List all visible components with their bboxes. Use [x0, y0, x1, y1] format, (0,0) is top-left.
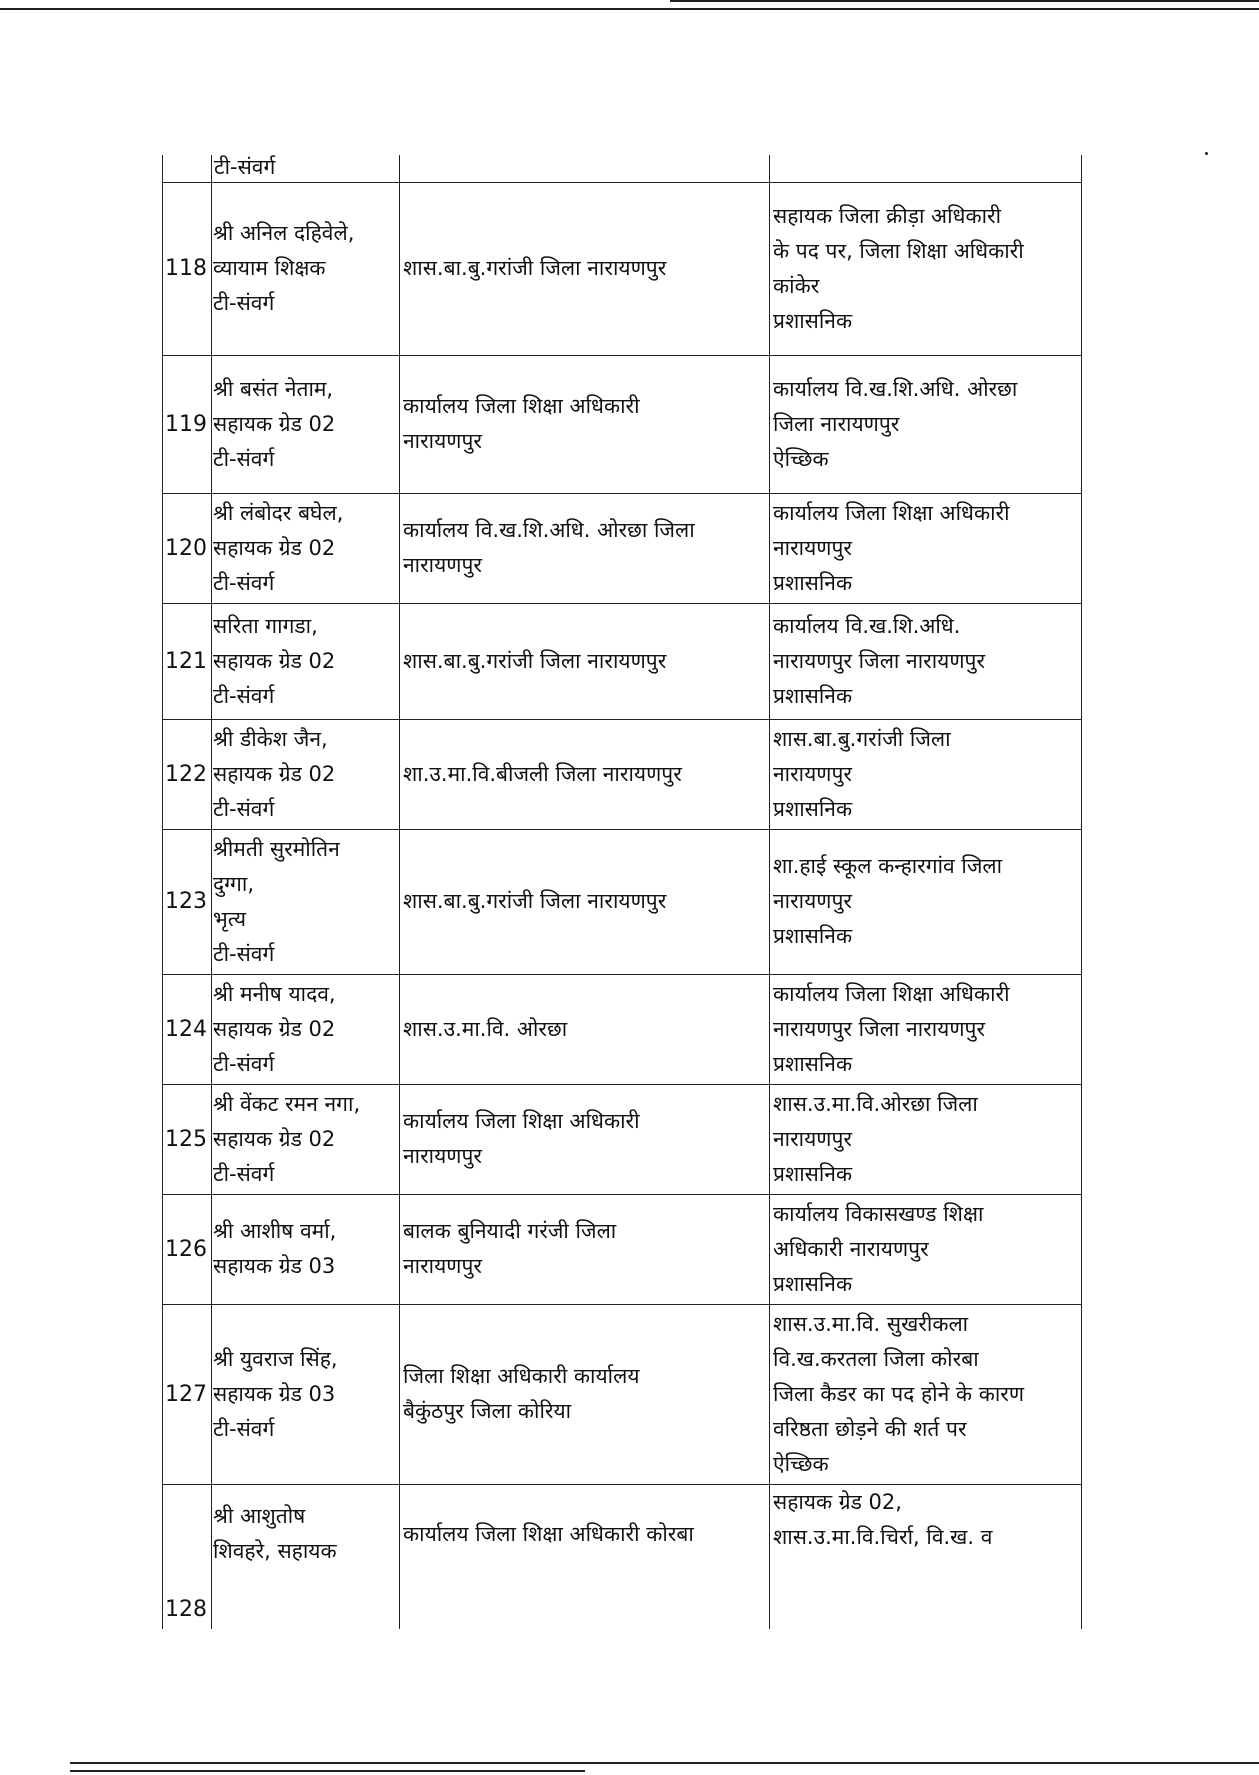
- employee-name-cell-line: टी-संवर्ग: [213, 1161, 275, 1186]
- new-posting-cell-line: कांकेर: [773, 273, 820, 298]
- new-posting-cell-line: कार्यालय जिला शिक्षा अधिकारी: [773, 500, 1010, 525]
- employee-name-cell: [212, 1084, 400, 1194]
- new-posting-cell-line: प्रशासनिक: [773, 1051, 853, 1076]
- serial-number-cell: 121: [163, 603, 212, 719]
- employee-name-cell: [212, 974, 400, 1084]
- table-row: [163, 155, 1082, 182]
- employee-name-cell-line: श्री डीकेश जैन,: [213, 726, 328, 751]
- employee-name-cell-line: श्री वेंकट रमन नगा,: [213, 1091, 361, 1116]
- serial-number-cell: 122: [163, 719, 212, 829]
- new-posting-cell-line: अधिकारी नारायणपुर: [773, 1236, 929, 1261]
- serial-number-cell: 123: [163, 829, 212, 974]
- table-row: [163, 603, 1082, 719]
- scan-dot: [1205, 152, 1208, 155]
- new-posting-cell-line: सहायक ग्रेड 02,: [773, 1489, 902, 1514]
- new-posting-cell: [770, 1084, 1082, 1194]
- serial-number-cell: 126: [163, 1194, 212, 1304]
- current-posting-cell-line: कार्यालय जिला शिक्षा अधिकारी: [403, 1109, 640, 1133]
- new-posting-cell-line: के पद पर, जिला शिक्षा अधिकारी: [773, 238, 1024, 263]
- new-posting-cell-line: कार्यालय वि.ख.शि.अधि.: [773, 613, 961, 638]
- new-posting-cell: [770, 182, 1082, 355]
- current-posting-cell-line: शास.बा.बु.गरांजी जिला नारायणपुर: [403, 256, 667, 280]
- table-row: [163, 829, 1082, 974]
- employee-name-cell-line: टी-संवर्ग: [213, 1051, 275, 1076]
- employee-name-cell-line: टी-संवर्ग: [213, 291, 275, 315]
- new-posting-cell-line: प्रशासनिक: [773, 1271, 853, 1296]
- new-posting-cell-line: नारायणपुर जिला नारायणपुर: [773, 1016, 986, 1041]
- transfer-list-table: [162, 155, 1082, 1629]
- new-posting-cell-line: जिला नारायणपुर: [773, 411, 900, 436]
- employee-name-cell-line: भृत्य: [213, 906, 247, 931]
- employee-name-cell: [212, 493, 400, 603]
- employee-name-cell: [212, 182, 400, 355]
- employee-name-cell-line: श्री लंबोदर बघेल,: [213, 500, 344, 525]
- current-posting-cell-line: बैकुंठपुर जिला कोरिया: [403, 1399, 572, 1423]
- new-posting-cell: [770, 1304, 1082, 1484]
- employee-name-cell: [212, 1194, 400, 1304]
- employee-name-cell-line: श्री आशुतोष: [213, 1503, 306, 1528]
- current-posting-cell: [400, 719, 770, 829]
- employee-name-cell: [212, 155, 400, 182]
- new-posting-cell-line: प्रशासनिक: [773, 924, 853, 948]
- new-posting-cell-line: नारायणपुर: [773, 889, 853, 913]
- employee-name-cell-line: टी-संवर्ग: [213, 941, 275, 966]
- serial-number-cell: 127: [163, 1304, 212, 1484]
- current-posting-cell: [400, 829, 770, 974]
- new-posting-cell-line: वरिष्ठता छोड़ने की शर्त पर: [773, 1416, 967, 1441]
- employee-name-cell-line: सहायक ग्रेड 02: [213, 535, 336, 560]
- current-posting-cell-line: नारायणपुर: [403, 1254, 483, 1278]
- current-posting-cell: [400, 182, 770, 355]
- new-posting-cell-line: नारायणपुर: [773, 535, 853, 560]
- bottom-scan-border-offset: [70, 1770, 585, 1772]
- current-posting-cell-line: शा.उ.मा.वि.बीजली जिला नारायणपुर: [403, 761, 682, 786]
- table-row: [163, 719, 1082, 829]
- current-posting-cell: [400, 1194, 770, 1304]
- current-posting-cell-line: कार्यालय जिला शिक्षा अधिकारी: [403, 394, 640, 418]
- top-scan-border-offset: [670, 0, 1259, 2]
- new-posting-cell: [770, 1484, 1082, 1629]
- employee-name-cell: [212, 829, 400, 974]
- new-posting-cell-line: नारायणपुर जिला नारायणपुर: [773, 648, 986, 673]
- new-posting-cell-line: शास.उ.मा.वि.ओरछा जिला: [773, 1091, 978, 1116]
- new-posting-cell-line: नारायणपुर: [773, 761, 853, 786]
- new-posting-cell-line: कार्यालय जिला शिक्षा अधिकारी: [773, 981, 1010, 1006]
- table-row: [163, 355, 1082, 493]
- serial-number-cell: 125: [163, 1084, 212, 1194]
- table-row: [163, 1304, 1082, 1484]
- new-posting-cell-line: ऐच्छिक: [773, 446, 829, 471]
- employee-name-cell-line: सहायक ग्रेड 02: [213, 761, 336, 786]
- new-posting-cell-line: प्रशासनिक: [773, 796, 853, 821]
- table-row: [163, 974, 1082, 1084]
- bottom-scan-border: [70, 1762, 1259, 1764]
- current-posting-cell: [400, 1304, 770, 1484]
- new-posting-cell: [770, 719, 1082, 829]
- employee-name-cell-line: टी-संवर्ग: [213, 570, 275, 595]
- table-row: [163, 1084, 1082, 1194]
- new-posting-cell-line: जिला कैडर का पद होने के कारण: [773, 1381, 1025, 1406]
- new-posting-cell-line: प्रशासनिक: [773, 570, 853, 595]
- new-posting-cell-line: शास.बा.बु.गरांजी जिला: [773, 726, 951, 751]
- new-posting-cell-line: शा.हाई स्कूल कन्हारगांव जिला: [773, 854, 1003, 878]
- employee-name-cell-line: श्री युवराज सिंह,: [213, 1346, 338, 1371]
- employee-name-cell: [212, 719, 400, 829]
- new-posting-cell: [770, 974, 1082, 1084]
- employee-name-cell-line: शिवहरे, सहायक: [213, 1538, 337, 1563]
- serial-number-cell: [163, 155, 212, 182]
- new-posting-cell-line: कार्यालय वि.ख.शि.अधि. ओरछा: [773, 376, 1018, 401]
- employee-name-cell-line: श्री आशीष वर्मा,: [213, 1219, 337, 1243]
- serial-number-cell: 128: [163, 1484, 212, 1629]
- employee-name-cell-line: श्री बसंत नेताम,: [213, 376, 334, 401]
- employee-name-cell-line: टी-संवर्ग: [213, 683, 275, 708]
- new-posting-cell-line: सहायक जिला क्रीड़ा अधिकारी: [773, 203, 1002, 228]
- employee-name-cell-line: दुग्गा,: [213, 871, 254, 896]
- current-posting-cell: [400, 1084, 770, 1194]
- current-posting-cell-line: कार्यालय जिला शिक्षा अधिकारी कोरबा: [403, 1521, 694, 1546]
- employee-name-cell-line: टी-संवर्ग: [213, 1416, 275, 1441]
- employee-name-cell: [212, 603, 400, 719]
- employee-name-cell-line: टी-संवर्ग: [213, 446, 275, 471]
- new-posting-cell-line: शास.उ.मा.वि.चिर्रा, वि.ख. व: [773, 1524, 993, 1549]
- new-posting-cell: [770, 493, 1082, 603]
- current-posting-cell-line: बालक बुनियादी गरंजी जिला: [403, 1219, 617, 1243]
- employee-name-cell-line: सहायक ग्रेड 03: [213, 1254, 336, 1278]
- serial-number-cell: 120: [163, 493, 212, 603]
- new-posting-cell-line: वि.ख.करतला जिला कोरबा: [773, 1346, 979, 1371]
- current-posting-cell: [400, 355, 770, 493]
- table-row: [163, 493, 1082, 603]
- new-posting-cell: [770, 603, 1082, 719]
- new-posting-cell-line: नारायणपुर: [773, 1126, 853, 1151]
- current-posting-cell-line: शास.उ.मा.वि. ओरछा: [403, 1016, 568, 1041]
- employee-name-cell-line: सहायक ग्रेड 02: [213, 411, 336, 436]
- table-row: [163, 182, 1082, 355]
- employee-name-cell-line: सहायक ग्रेड 02: [213, 1126, 336, 1151]
- employee-name-cell-line: टी-संवर्ग: [214, 155, 276, 179]
- current-posting-cell: [400, 1484, 770, 1629]
- employee-name-cell-line: टी-संवर्ग: [213, 796, 275, 821]
- new-posting-cell: [770, 355, 1082, 493]
- employee-name-cell-line: सहायक ग्रेड 02: [213, 648, 336, 673]
- current-posting-cell: [400, 974, 770, 1084]
- current-posting-cell-line: शास.बा.बु.गरांजी जिला नारायणपुर: [403, 889, 667, 913]
- serial-number-cell: 124: [163, 974, 212, 1084]
- employee-name-cell: [212, 1304, 400, 1484]
- new-posting-cell: [770, 829, 1082, 974]
- current-posting-cell: [400, 155, 770, 182]
- employee-name-cell: [212, 1484, 400, 1629]
- current-posting-cell-line: नारायणपुर: [403, 429, 483, 453]
- top-scan-border: [0, 8, 1259, 10]
- new-posting-cell: [770, 1194, 1082, 1304]
- new-posting-cell: [770, 155, 1082, 182]
- current-posting-cell-line: कार्यालय वि.ख.शि.अधि. ओरछा जिला: [403, 518, 695, 542]
- new-posting-cell-line: प्रशासनिक: [773, 308, 853, 333]
- current-posting-cell-line: जिला शिक्षा अधिकारी कार्यालय: [403, 1364, 640, 1388]
- new-posting-cell-line: शास.उ.मा.वि. सुखरीकला: [773, 1311, 969, 1336]
- employee-name-cell-line: श्री अनिल दहिवेले,: [213, 221, 355, 245]
- employee-name-cell: [212, 355, 400, 493]
- serial-number-cell: 118: [163, 182, 212, 355]
- new-posting-cell-line: प्रशासनिक: [773, 683, 853, 708]
- new-posting-cell-line: कार्यालय विकासखण्ड शिक्षा: [773, 1201, 984, 1226]
- serial-number-cell: 119: [163, 355, 212, 493]
- employee-name-cell-line: सरिता गागडा,: [213, 613, 318, 638]
- transfer-table: [162, 155, 1081, 1629]
- employee-name-cell-line: सहायक ग्रेड 02: [213, 1016, 336, 1041]
- employee-name-cell-line: सहायक ग्रेड 03: [213, 1381, 336, 1406]
- new-posting-cell-line: ऐच्छिक: [773, 1451, 829, 1476]
- new-posting-cell-line: प्रशासनिक: [773, 1161, 853, 1186]
- current-posting-cell-line: नारायणपुर: [403, 553, 483, 577]
- current-posting-cell-line: शास.बा.बु.गरांजी जिला नारायणपुर: [403, 648, 667, 673]
- employee-name-cell-line: श्री मनीष यादव,: [213, 981, 336, 1006]
- current-posting-cell: [400, 493, 770, 603]
- table-row: [163, 1194, 1082, 1304]
- employee-name-cell-line: व्यायाम शिक्षक: [213, 256, 326, 280]
- current-posting-cell: [400, 603, 770, 719]
- current-posting-cell-line: नारायणपुर: [403, 1144, 483, 1168]
- employee-name-cell-line: श्रीमती सुरमोतिन: [213, 836, 340, 861]
- table-row: [163, 1484, 1082, 1629]
